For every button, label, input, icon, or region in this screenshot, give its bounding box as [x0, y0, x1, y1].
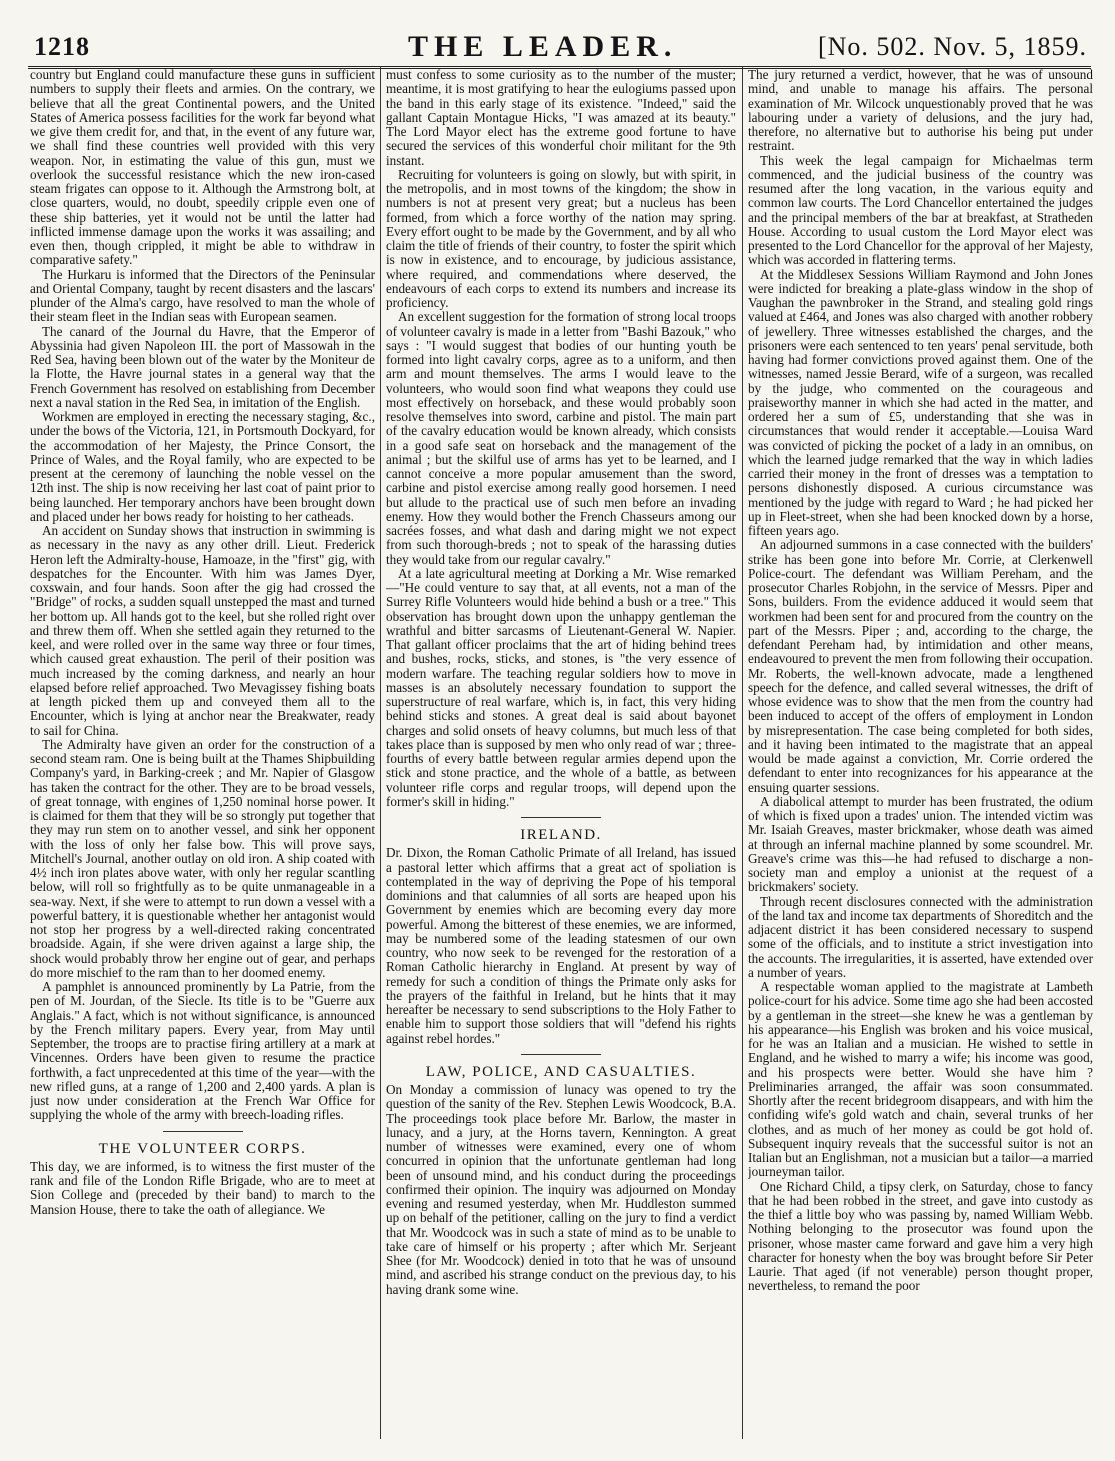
column-3 [748, 68, 1093, 1438]
paragraph: A respectable woman applied to the magistrate at Lambeth police-court for his advice. Some time ago she had been accosted by a gentleman in the street—she knew he was a gentleman by his appearance—his English was broken and his voice musical, for he was an Italian and a musician. He wished to settle in England, and he wished to marry a wife; his income was good, and his prospects were better. Would she have him ? Preliminaries arranged, the affair was soon consummated. Shortly after the recent bridegroom disappears, and with him the confiding wife's gold watch and chain, several trunks of her clothes, and as much of her money as could be got hold of. Subsequent inquiry reveals that the successful suitor is not an Italian but an Englishman, not a musician but a tailor—a married journeyman tailor. [748, 979, 1093, 1180]
paragraph: This week the legal campaign for Michaelmas term commenced, and the judicial business of the country was resumed after the long vacation, in the various equity and common law courts. The Lord Chancellor entertained the judges and the principal members of the bar at breakfast, at Stratheden House. According to usual custom the Lord Mayor elect was presented to the Lord Chancellor for the approval of her Majesty, which was accorded in flattering terms. [748, 152, 1093, 268]
issue-info: [No. 502. Nov. 5, 1859. [817, 32, 1087, 61]
column-divider [380, 66, 381, 1439]
column-divider [742, 66, 743, 1439]
paragraph: On Monday a commission of lunacy was opened to try the question of the sanity of the Rev. Stephen Lewis Woodcock, B.A. The proceedings took place before Mr. Barlow, the master in lunacy, and a jury, at the Horns tavern, Kennington. A great number of witnesses were examined, every one of whom concurred in opinion that the unfortunate gentleman had long been of unsound mind, and his conduct during the proceedings confirmed their opinion. The inquiry was adjourned on Monday evening and resumed yesterday, when Mr. Huddleston summed up on behalf of the petitioner, calling on the jury to find a verdict that Mr. Woodcock was in such a state of mind as to be unable to take care of himself or his property ; after which Mr. Serjeant Shee (for Mr. Woodcock) denied in toto that he was of unsound mind, and ascribed his strange conduct on the previous day, to his having drank some wine. [386, 1082, 736, 1297]
paragraph: This day, we are informed, is to witness the first muster of the rank and file of the London Rifle Brigade, who are to meet at Sion College and (preceded by their band) to march to the Mansion House, there to take the oath of allegiance. We [30, 1158, 375, 1217]
newspaper-title: THE LEADER. [408, 30, 678, 63]
column-2 [386, 68, 736, 1438]
paragraph: An excellent suggestion for the formation of strong local troops of volunteer cavalry is made in a letter from "Bashi Bazouk," who says : "I would suggest that bodies of our hunting youth be formed into light cavalry corps, agree as to a uniform, and then arm and mount themselves. The arms I would leave to the volunteers, who would soon find what weapons they could use most effectively on horseback, and these would probably soon resolve themselves into sword, carbine and pistol. The main part of the cavalry education would be known already, which consists in a good safe seat on horseback and the management of the animal ; but the skilful use of arms has yet to be learned, and I cannot conceive a more popular amusement than the sword, carbine and pistol exercise among really good horsemen. I need but allude to the practical use of such men before an invading enemy. How they would bother the French Chasseurs among our sacrées fosses, and what dash and daring might we not expect from such thorough-breds ; not to speak of the harassing duties they would take from our regular cavalry." [386, 309, 736, 567]
section-heading-volunteer: THE VOLUNTEER CORPS. [98, 1140, 307, 1157]
paragraph: At a late agricultural meeting at Dorking a Mr. Wise remarked—"He could venture to say that, at all events, not a man of the Surrey Rifle Volunteers would hide behind a bush or a tree." This observation has brought down upon the unhappy gentleman the wrathful and bitter sarcasms of Lieutenant-General W. Napier. That gallant officer proclaims that the art of hiding behind trees and bushes, rocks, sticks, and stones, is "the very essence of modern warfare. The teaching regular soldiers how to move in masses is an absolutely necessary foundation to support the superstructure of real warfare, which is, in fact, this very hiding behind sticks and stones. A great deal is said about bayonet charges and solid onsets of heavy columns, but much less of that takes place than is supposed by men who only read of war ; three-fourths of every battle between regular armies depend upon the stick and stone practice, and the whole of a battle, as between volunteer rifle corps and regular troops, will depend upon the former's skill in hiding." [386, 565, 736, 809]
masthead [28, 30, 1091, 69]
paragraph: Through recent disclosures connected with the administration of the land tax and income tax departments of Shoreditch and the adjacent district it has been considered necessary to suspend some of the officials, and to institute a strict investigation into the accounts. The irregularities, it is asserted, have extended over a number of years. [748, 893, 1093, 980]
paragraph: The canard of the Journal du Havre, that the Emperor of Abyssinia had given Napoleon III. the port of Massowah in the Red Sea, having been blown out of the water by the Moniteur de la Flotte, the Havre journal states in a general way that the French Government has resolved on establishing from December next a naval station in the Red Sea, in imitation of the English. [30, 323, 375, 410]
paragraph: One Richard Child, a tipsy clerk, on Saturday, chose to fancy that he had been robbed in the street, and gave into custody as the thief a little boy who was passing by, named William Webb. Nothing belonging to the prosecutor was found upon the prisoner, whose master came forward and gave him a very high character for honesty when the boy was brought before Sir Peter Laurie. That aged (if not venerable) person thought proper, nevertheless, to remand the poor [748, 1178, 1093, 1294]
section-divider [521, 817, 601, 818]
paragraph: The Admiralty have given an order for the construction of a second steam ram. One is being built at the Thames Shipbuilding Company's yard, in Barking-creek ; and Mr. Napier of Glasgow has taken the contract for the other. They are to be broad vessels, of great tonnage, with engines of 1,250 nominal horse power. It is claimed for them that they will be so strongly put together that they may run stem on to another vessel, and sink her opponent with the loss of only her false bow. This will prove says, Mitchell's Journal, another outlay on old iron. A ship coated with 4½ inch iron plates above water, with only her regular scantling below, will roll so frightfully as to be quite unmanageable in a sea-way. Next, if she were to attempt to run down a vessel with a powerful battery, it is questionable whether her antagonist would not stop her progress by a well-directed raking concentrated broadside. Again, if she were driven against a large ship, the shock would probably throw her engine out of gear, and perhaps do more mischief to the ram than to her doomed enemy. [30, 736, 375, 980]
paragraph: An accident on Sunday shows that instruction in swimming is as necessary in the navy as any other drill. Lieut. Frederick Heron left the Admiralty-house, Hamoaze, in the "first" gig, with despatches for the Encounter. With him was James Dyer, coxswain, and four hands. Soon after the gig had crossed the "Bridge" of rocks, a sudden squall unstepped the mast and turned her bottom up. All hands got to the keel, but she rolled right over and threw them off. When she settled again they returned to the keel, and were rolled over in the same way three or four times, which caused great exhaustion. The peril of their position was much increased by the coming darkness, and nearly an hour elapsed before relief approached. Two Mevagissey fishing boats at length picked them up and conveyed them all to the Encounter, which is lying at anchor near the Breakwater, ready to sail for China. [30, 523, 375, 738]
section-divider [521, 1054, 601, 1055]
paragraph: Recruiting for volunteers is going on slowly, but with spirit, in the metropolis, and in most towns of the kingdom; the show in numbers is not at present very great; but a nucleus has been formed, from which a force worthy of the nation may spring. Every effort ought to be made by the Government, and by all who claim the title of friends of their country, to foster the spirit which is now in existence, and to encourage, by judicious assistance, where required, and commendations where deserved, the endeavours of each corps to extend its numbers and increase its proficiency. [386, 166, 736, 310]
paragraph: must confess to some curiosity as to the number of the muster; meantime, it is most gratifying to hear the eulogiums passed upon the band in this early stage of its existence. "Indeed," said the gallant Captain Montague Hicks, "I was amazed at its beauty." The Lord Mayor elect has the extreme good fortune to have secured the services of this wonderful choir militant for the 9th instant. [386, 68, 736, 168]
page-number: 1218 [34, 32, 90, 61]
paragraph: The jury returned a verdict, however, that he was of unsound mind, and unable to manage his affairs. The personal examination of Mr. Wilcock unquestionably proved that he was labouring under a variety of delusions, and the jury had, therefore, no alternative but to authorise his being put under restraint. [748, 68, 1093, 154]
paragraph: Workmen are employed in erecting the necessary staging, &c., under the bows of the Victoria, 121, in Portsmouth Dockyard, for the accommodation of her Majesty, the Prince Consort, the Prince of Wales, and the Royal family, who are expected to be present at the ceremony of launching the noble vessel on the 12th inst. The ship is now receiving her last coat of paint prior to being launched. Her temporary anchors have been brought down and placed under her bows ready for hoisting to her catheads. [30, 409, 375, 524]
section-divider [163, 1131, 243, 1132]
paragraph: An adjourned summons in a case connected with the builders' strike has been gone into before Mr. Corrie, at Clerkenwell Police-court. The defendant was William Pereham, and the prosecutor Charles Robjohn, in the service of Messrs. Piper and Sons, builders. From the evidence adduced it would seem that workmen had been sent for and procured from the country on the part of the Messrs. Piper ; and, according to the charge, the defendant Pereham had, by intimidation and other means, endeavoured to prevent the men from following their occupation. Mr. Roberts, the well-known advocate, made a lengthened speech for the defence, and called several witnesses, the drift of whose evidence was to show that the men from the country had been induced to accept of the offers of employment in London by misrepresentation. The case being completed for both sides, and it having been intimated to the magistrate that an appeal would be made against a conviction, Mr. Corrie ordered the defendant to enter into recognizances for his appearance at the ensuing quarter sessions. [748, 537, 1093, 795]
paragraph: A pamphlet is announced prominently by La Patrie, from the pen of M. Jourdan, of the Siecle. Its title is to be "Guerre aux Anglais." A fact, which is not without significance, is announced by the French military papers. Every year, from May until September, the troops are to practise firing artillery at a mark at Vincennes. Orders have been given to resume the practice forthwith, a fact unprecedented at this time of the year—with the new rifled guns, at a range of 1,200 and 2,400 yards. A plan is just now under consideration at the French War Office for supplying the whole of the army with breech-loading rifles. [30, 979, 375, 1123]
paragraph: At the Middlesex Sessions William Raymond and John Jones were indicted for breaking a plate-glass window in the shop of Vaughan the pawnbroker in the Strand, and stealing gold rings valued at £464, and Jones was also charged with another robbery of jewellery. Three witnesses established the charges, and the prisoners were each sentenced to ten years' penal servitude, both having had former convictions proved against them. One of the witnesses, named Jessie Berard, wife of a surgeon, was recalled by the judge, who commented on the courageous and praiseworthy manner in which she had acted in the matter, and ordered her a sum of £5, understanding that she was in circumstances that would render it acceptable.—Louisa Ward was convicted of picking the pocket of a lady in an omnibus, on which the learned judge remarked that the way in which ladies carried their money in the front of dresses was a temptation to persons dishonestly disposed. A curious circumstance was mentioned by the judge with regard to Ward ; he had picked her up in Fleet-street, when she had been knocked down by a horse, fifteen years ago. [748, 266, 1093, 538]
paragraph: country but England could manufacture these guns in sufficient numbers to supply their fleets and armies. On the contrary, we believe that all the great Continental powers, and the United States of America possess facilities for the work far beyond what we give them credit for, and that, in the event of any future war, we shall find these countries well provided with this very weapon. Nor, in estimating the value of this gun, must we overlook the successful resistance which the new iron-cased steam frigates can oppose to it. Although the Armstrong bolt, at close quarters, would, no doubt, speedily cripple even one of these ship batteries, yet it would not be until the latter had inflicted immense damage upon the works it was assailing; and even then, though crippled, it might be able to withdraw in comparative safety." [30, 68, 375, 268]
paragraph: Dr. Dixon, the Roman Catholic Primate of all Ireland, has issued a pastoral letter which affirms that a great act of spoliation is contemplated in the way of depriving the Pope of his temporal dominions and that calumnies of all sorts are heaped upon his Government by enemies which are becoming every day more powerful. Among the bitterest of these enemies, we are informed, may be numbered some of the leading statesmen of our own country, who now seek to be revenged for the restoration of a Roman Catholic hierarchy in England. At present by way of remedy for such a condition of things the Primate only asks for the prayers of the faithful in Ireland, but he hints that it may hereafter be necessary to send subscriptions to the Holy Father to enable him to support those soldiers that will "defend his rights against rebel hordes." [386, 845, 736, 1046]
paragraph: A diabolical attempt to murder has been frustrated, the odium of which is fixed upon a trades' union. The intended victim was Mr. Isaiah Greaves, master brickmaker, whose death was aimed at through an infernal machine planned by some scoundrel. Mr. Greave's crime was this—he had refused to discharge a non-society man and employ a unionist at the request of a brickmakers' society. [748, 793, 1093, 895]
section-heading-ireland: IRELAND. [520, 827, 602, 843]
column-1 [30, 68, 375, 1438]
section-heading-law: LAW, POLICE, AND CASUALTIES. [425, 1063, 697, 1080]
paragraph: The Hurkaru is informed that the Directors of the Peninsular and Oriental Company, taught by recent disasters and the lascars' plunder of the Alma's cargo, have resolved to man the whole of their steam fleet in the Indian seas with European seamen. [30, 266, 375, 325]
